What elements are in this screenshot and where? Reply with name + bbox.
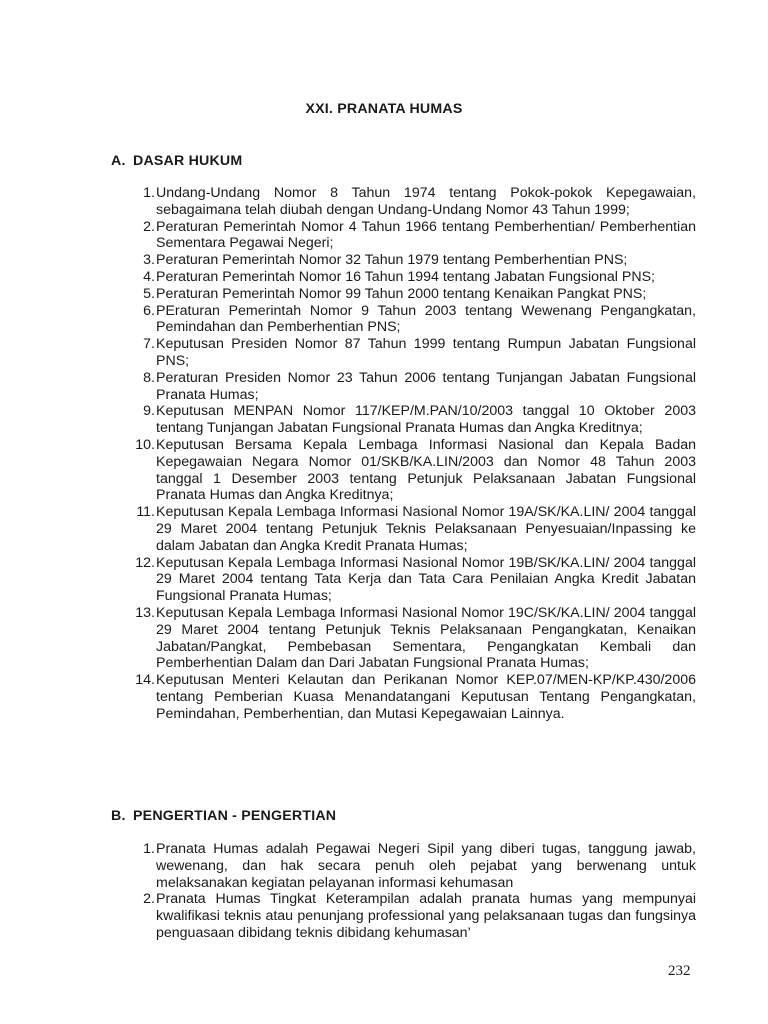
section-b-heading bbox=[111, 808, 336, 824]
list-item-number: 14. bbox=[135, 672, 155, 689]
section-a-letter: A. bbox=[111, 153, 126, 169]
list-item-text: Undang-Undang Nomor 8 Tahun 1974 tentang Pokok-pokok Kepegawaian, sebagaimana telah diubah dengan Undang-Undang Nomor 43 Tahun 1999; bbox=[156, 185, 696, 218]
list-item bbox=[128, 252, 696, 269]
list-item-text: Peraturan Pemerintah Nomor 4 Tahun 1966 tentang Pemberhentian/ Pemberhentian Sementara Pegawai Negeri; bbox=[156, 218, 696, 252]
list-item-number: 10. bbox=[135, 436, 155, 453]
list-item-text: Pranata Humas adalah Pegawai Negeri Sipil yang diberi tugas, tanggung jawab, wewenang, dan hak secara penuh oleh pejabat yang berwenang untuk melaksanakan kegiatan pelayanan informasi kehumasan bbox=[156, 841, 696, 891]
list-item bbox=[128, 286, 696, 303]
list-item-number: 7. bbox=[143, 336, 155, 353]
list-item-text: Pranata Humas Tingkat Keterampilan adalah pranata humas yang mempunyai kwalifikasi teknis atau penunjang professional yang pelaksanaan tugas dan fungsinya penguasaan dibidang teknis dibidang kehumasan’ bbox=[156, 891, 696, 941]
list-item-text: Keputusan Menteri Kelautan dan Perikanan Nomor KEP.07/MEN-KP/KP.430/2006 tentang Pemberian Kuasa Menandatangani Keputusan Tentang Pengangkatan, Pemindahan, Pemberhentian, dan Mutasi Kepegawaian Lainnya. bbox=[156, 672, 696, 722]
list-item bbox=[128, 269, 696, 286]
list-item-text: PEraturan Pemerintah Nomor 9 Tahun 2003 tentang Wewenang Pengangkatan, Pemindahan dan Pemberhentian PNS; bbox=[156, 302, 696, 336]
list-item bbox=[128, 336, 696, 370]
list-item-number: 2. bbox=[143, 218, 155, 235]
list-item-text: Peraturan Pemerintah Nomor 99 Tahun 2000 tentang Kenaikan Pangkat PNS; bbox=[156, 285, 647, 302]
list-item-text: Peraturan Pemerintah Nomor 16 Tahun 1994 tentang Jabatan Fungsional PNS; bbox=[156, 268, 655, 285]
section-a-heading bbox=[111, 153, 242, 169]
list-item bbox=[128, 555, 696, 605]
list-item-number: 12. bbox=[135, 554, 155, 571]
list-item bbox=[128, 605, 696, 672]
section-b-title: PENGERTIAN - PENGERTIAN bbox=[133, 808, 337, 824]
list-item bbox=[128, 370, 696, 404]
list-item bbox=[128, 403, 696, 437]
list-item-number: 5. bbox=[143, 285, 155, 302]
list-item-text: Keputusan Kepala Lembaga Informasi Nasional Nomor 19C/SK/KA.LIN/ 2004 tanggal 29 Maret 2004 tentang Petunjuk Teknis Pelaksanaan Pengangkatan, Kenaikan Jabatan/Pangkat, Pembebasan Sementara, Pengangkatan Kembali dan Pemberhentian Dalam dan Dari Jabatan Fungsional Pranata Humas; bbox=[156, 604, 696, 672]
list-item-number: 6. bbox=[143, 302, 155, 319]
list-item-text: Peraturan Pemerintah Nomor 32 Tahun 1979 tentang Pemberhentian PNS; bbox=[156, 252, 628, 269]
list-item bbox=[128, 219, 696, 253]
list-item bbox=[128, 891, 696, 941]
list-item bbox=[128, 185, 696, 219]
page-number: 232 bbox=[668, 963, 691, 979]
list-item-number: 8. bbox=[143, 369, 155, 386]
dasar-hukum-list bbox=[128, 185, 696, 723]
list-item-number: 1. bbox=[143, 841, 155, 857]
list-item-text: Keputusan Bersama Kepala Lembaga Informasi Nasional dan Kepala Badan Kepegawaian Negara Nomor 01/SKB/KA.LIN/2003 dan Nomor 48 Tahun 2003 tanggal 1 Desember 2003 tentang Petunjuk Pelaksanaan Jabatan Fungsional Pranata Humas dan Angka Kreditnya; bbox=[156, 436, 696, 504]
list-item bbox=[128, 303, 696, 337]
section-a-title: DASAR HUKUM bbox=[133, 153, 243, 169]
list-item-number: 1. bbox=[143, 185, 155, 201]
list-item-text: Keputusan Kepala Lembaga Informasi Nasional Nomor 19B/SK/KA.LIN/ 2004 tanggal 29 Maret 2004 tentang Tata Kerja dan Tata Cara Penilaian Angka Kredit Jabatan Fungsional Pranata Humas; bbox=[156, 554, 696, 605]
list-item bbox=[128, 672, 696, 722]
list-item-number: 2. bbox=[143, 891, 155, 908]
list-item bbox=[128, 841, 696, 891]
list-item bbox=[128, 504, 696, 554]
list-item-number: 13. bbox=[135, 604, 155, 621]
list-item-text: Keputusan Presiden Nomor 87 Tahun 1999 tentang Rumpun Jabatan Fungsional PNS; bbox=[156, 336, 696, 369]
list-item-number: 3. bbox=[143, 252, 155, 269]
list-item bbox=[128, 437, 696, 504]
list-item-number: 11. bbox=[136, 504, 155, 521]
list-item-text: Keputusan MENPAN Nomor 117/KEP/M.PAN/10/2003 tanggal 10 Oktober 2003 tentang Tunjangan Jabatan Fungsional Pranata Humas dan Angka Kreditnya; bbox=[156, 403, 696, 437]
list-item-text: Keputusan Kepala Lembaga Informasi Nasional Nomor 19A/SK/KA.LIN/ 2004 tanggal 29 Maret 2004 tentang Petunjuk Teknis Pelaksanaan Penyesuaian/Inpassing ke dalam Jabatan dan Angka Kredit Pranata Humas; bbox=[156, 504, 696, 554]
document-title: XXI. PRANATA HUMAS bbox=[305, 101, 463, 117]
pengertian-list bbox=[128, 841, 696, 942]
list-item-text: Peraturan Presiden Nomor 23 Tahun 2006 tentang Tunjangan Jabatan Fungsional Pranata Humas; bbox=[156, 369, 696, 403]
list-item-number: 9. bbox=[143, 403, 155, 420]
section-b-letter: B. bbox=[111, 808, 126, 824]
list-item-number: 4. bbox=[143, 268, 155, 285]
